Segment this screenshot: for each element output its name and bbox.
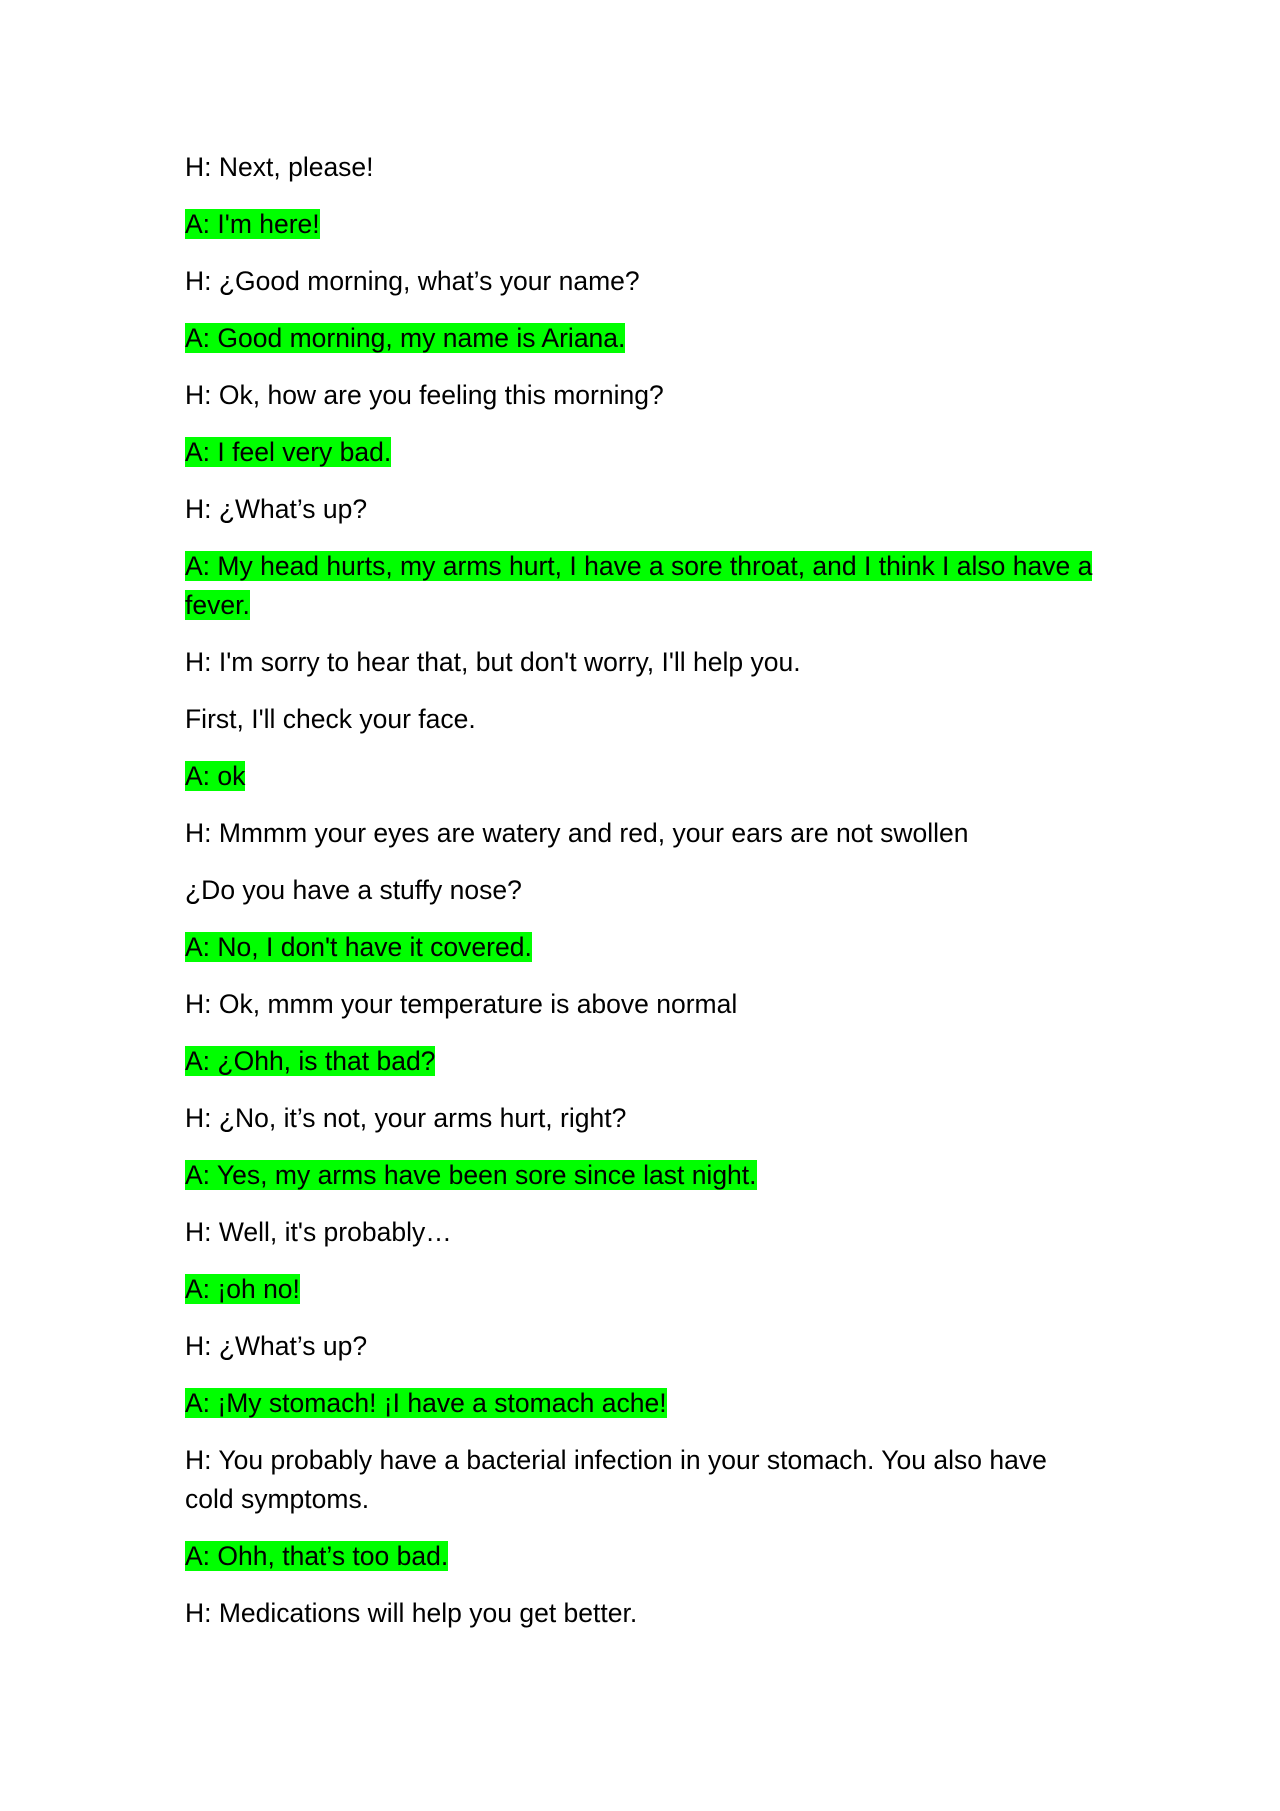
document-page [185, 148, 1095, 1651]
dialogue-text: First, I'll check your face. [185, 704, 476, 734]
dialogue-line-a [185, 1270, 1095, 1309]
highlighted-dialogue-text: A: ¡oh no! [185, 1274, 300, 1304]
dialogue-text: H: ¿No, it’s not, your arms hurt, right? [185, 1103, 627, 1133]
dialogue-line-h [185, 376, 1095, 415]
dialogue-line-a [185, 1384, 1095, 1423]
highlighted-dialogue-text: A: I'm here! [185, 209, 320, 239]
dialogue-line-a [185, 1537, 1095, 1576]
dialogue-line-a [185, 1042, 1095, 1081]
highlighted-dialogue-text: A: Yes, my arms have been sore since last night. [185, 1160, 757, 1190]
dialogue-text: ¿Do you have a stuffy nose? [185, 875, 522, 905]
dialogue-line-a [185, 319, 1095, 358]
dialogue-text: H: Well, it's probably… [185, 1217, 452, 1247]
dialogue-text: H: Ok, how are you feeling this morning? [185, 380, 664, 410]
dialogue-line-h [185, 490, 1095, 529]
dialogue-line-h [185, 1099, 1095, 1138]
dialogue-line-h [185, 643, 1095, 682]
dialogue-text: H: Ok, mmm your temperature is above normal [185, 989, 738, 1019]
dialogue-line-a [185, 928, 1095, 967]
highlighted-dialogue-text: A: My head hurts, my arms hurt, I have a sore throat, and I think I also have a fever. [185, 551, 1093, 620]
dialogue-line-h [185, 1213, 1095, 1252]
dialogue-line-a [185, 757, 1095, 796]
dialogue-text: H: I'm sorry to hear that, but don't worry, I'll help you. [185, 647, 801, 677]
dialogue-line-h [185, 985, 1095, 1024]
highlighted-dialogue-text: A: ¡My stomach! ¡I have a stomach ache! [185, 1388, 667, 1418]
highlighted-dialogue-text: A: I feel very bad. [185, 437, 392, 467]
highlighted-dialogue-text: A: ok [185, 761, 246, 791]
dialogue-text: H: Medications will help you get better. [185, 1598, 638, 1628]
highlighted-dialogue-text: A: Good morning, my name is Ariana. [185, 323, 626, 353]
dialogue-line-h [185, 814, 1095, 853]
dialogue-text: H: ¿What’s up? [185, 1331, 368, 1361]
dialogue-line-h [185, 148, 1095, 187]
dialogue-line-a [185, 433, 1095, 472]
highlighted-dialogue-text: A: No, I don't have it covered. [185, 932, 532, 962]
highlighted-dialogue-text: A: ¿Ohh, is that bad? [185, 1046, 436, 1076]
dialogue-line-a [185, 205, 1095, 244]
dialogue-line-a [185, 1156, 1095, 1195]
highlighted-dialogue-text: A: Ohh, that’s too bad. [185, 1541, 449, 1571]
dialogue-line-a [185, 547, 1095, 625]
dialogue-text: H: Mmmm your eyes are watery and red, your ears are not swollen [185, 818, 969, 848]
dialogue-line-h [185, 1327, 1095, 1366]
dialogue-line-h [185, 1594, 1095, 1633]
dialogue-line-h [185, 871, 1095, 910]
dialogue-line-h [185, 1441, 1095, 1519]
dialogue-text: H: You probably have a bacterial infection in your stomach. You also have cold symptoms. [185, 1445, 1047, 1514]
dialogue-text: H: ¿What’s up? [185, 494, 368, 524]
dialogue-text: H: ¿Good morning, what’s your name? [185, 266, 640, 296]
dialogue-line-h [185, 700, 1095, 739]
dialogue-text: H: Next, please! [185, 152, 374, 182]
dialogue-line-h [185, 262, 1095, 301]
